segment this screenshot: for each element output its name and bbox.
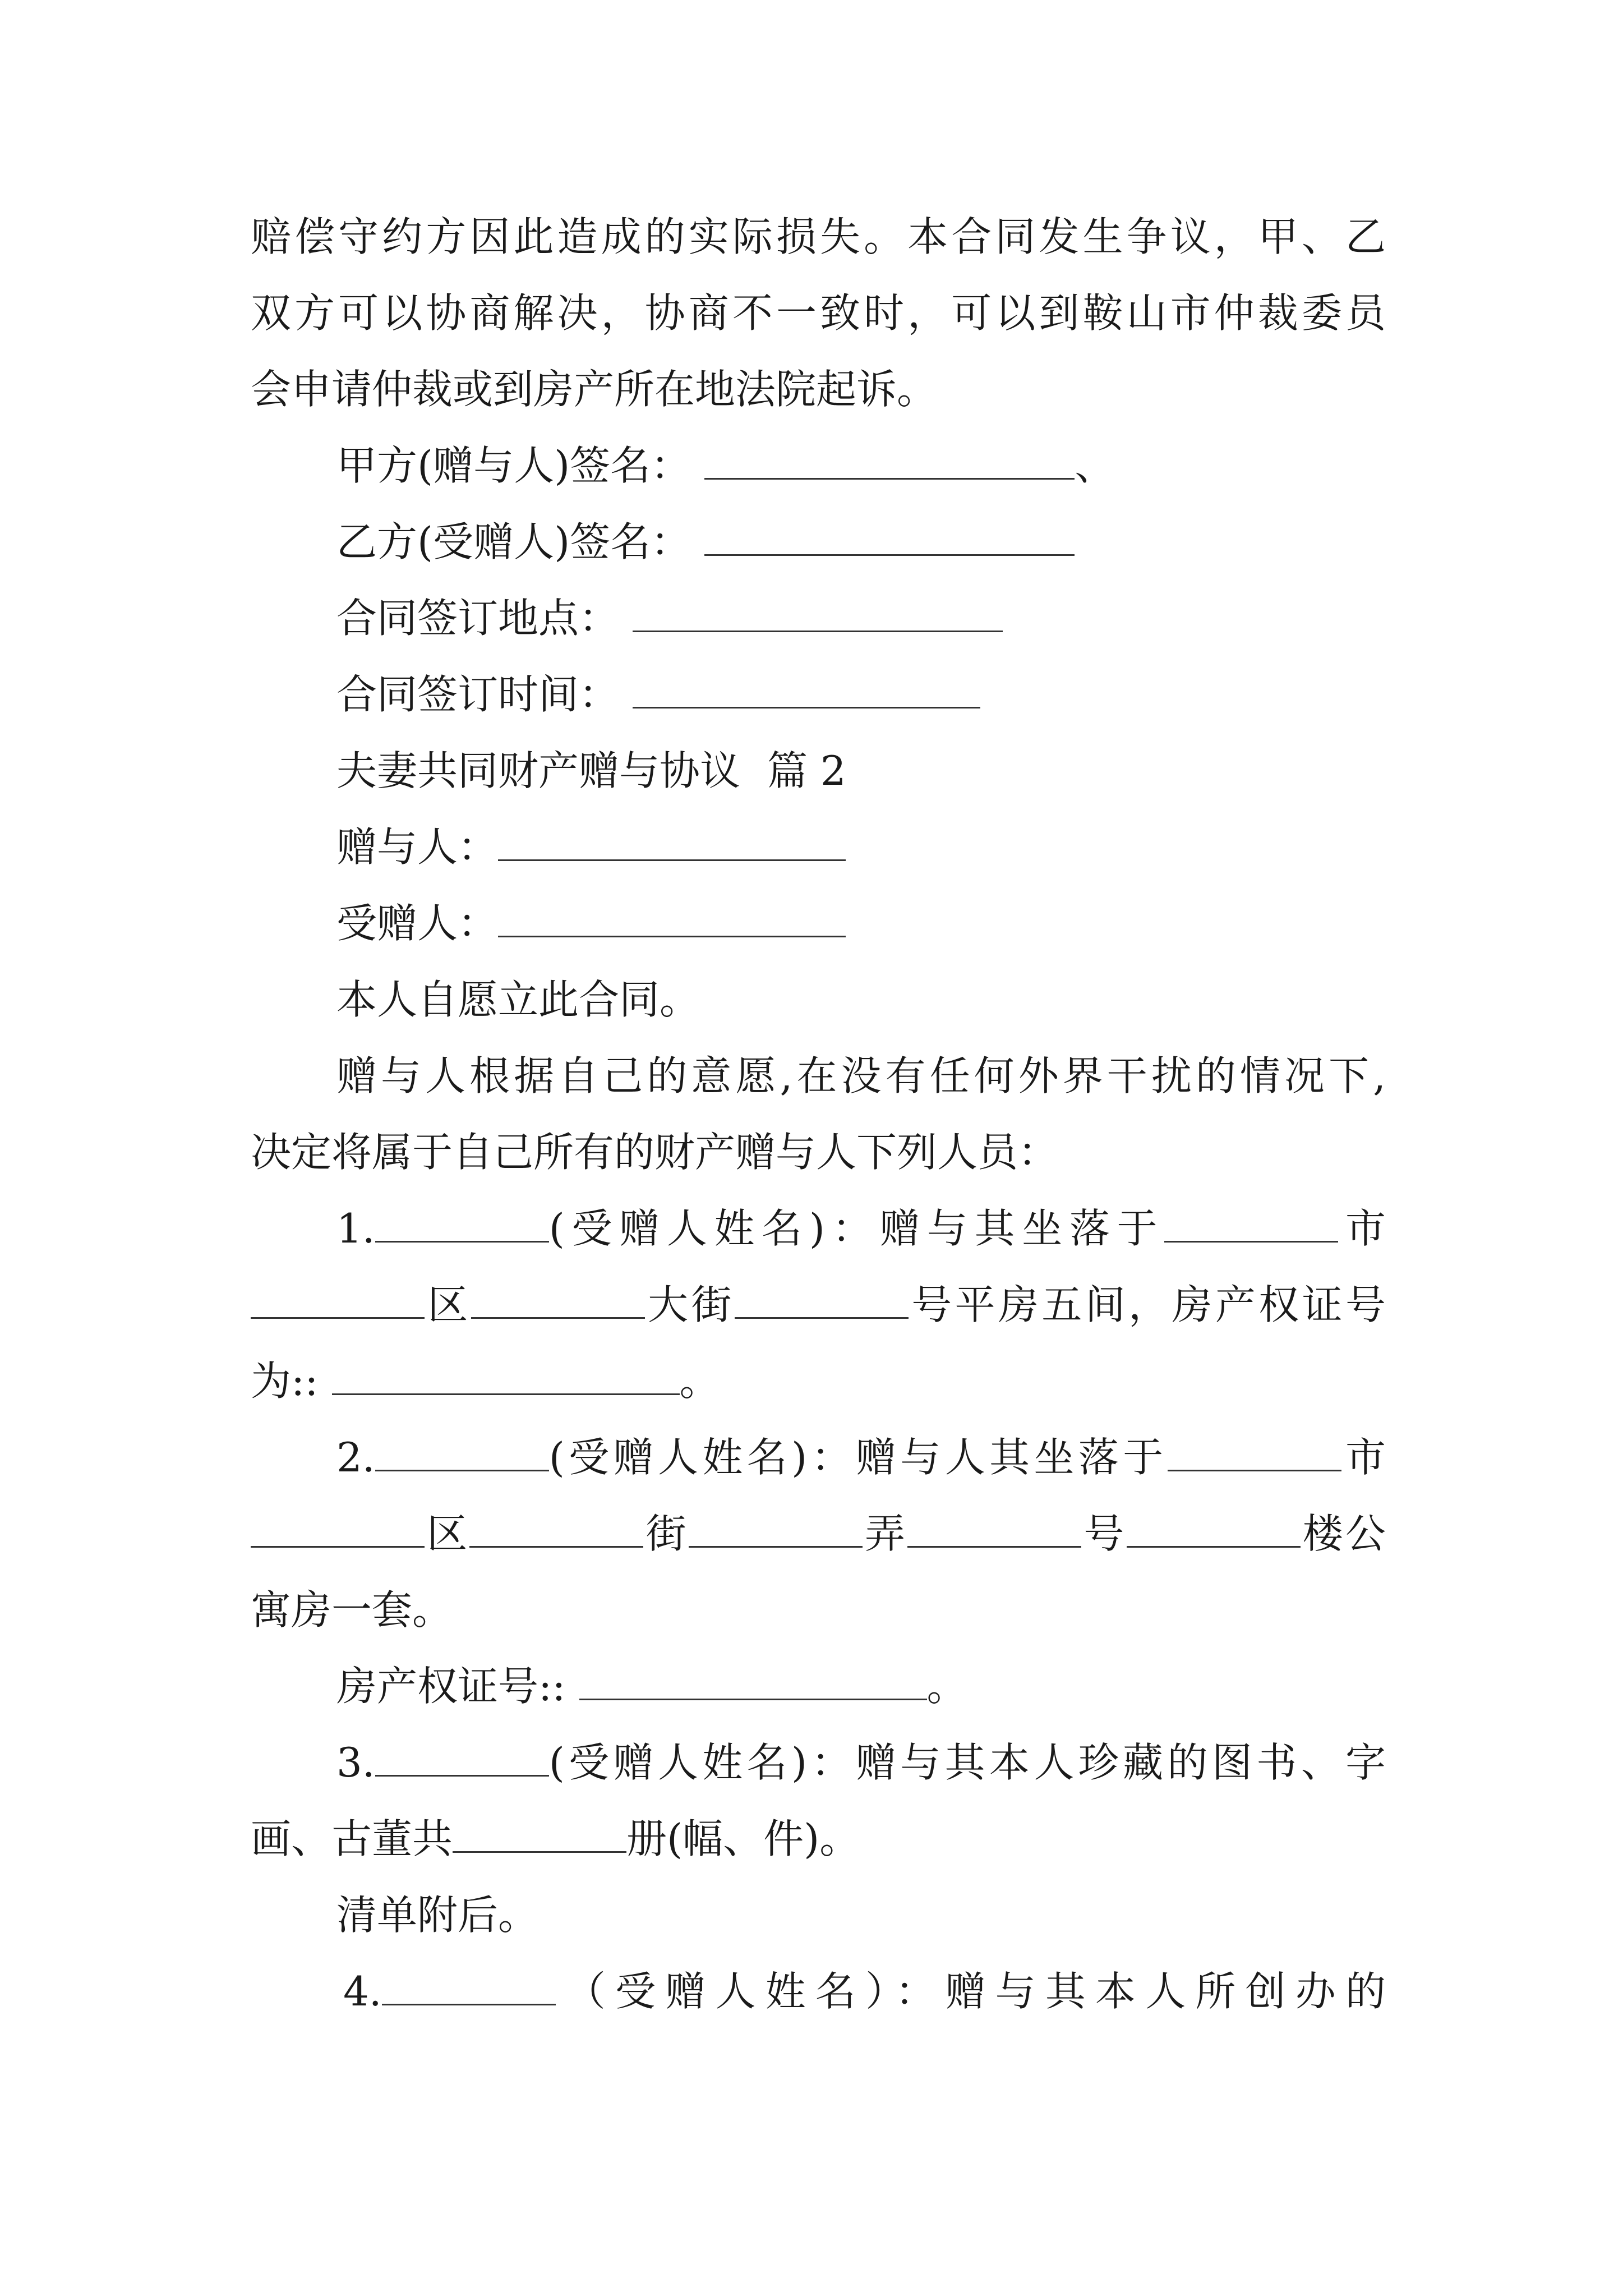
item-1-district-blank[interactable]	[251, 1281, 425, 1319]
item-4-name-blank[interactable]	[382, 1968, 556, 2005]
list-note-line: 清单附后。	[336, 1892, 539, 1939]
item-2-text: 楼公	[1300, 1510, 1386, 1557]
donor-blank[interactable]	[498, 823, 846, 861]
donee-label: 受赠人：	[336, 900, 499, 947]
item-1-line-2	[251, 1277, 1386, 1333]
item-2-text: 街	[643, 1510, 689, 1557]
donor-signature-suffix: 、	[1075, 442, 1115, 489]
signing-place-line	[336, 590, 1386, 646]
item-2-text: 号	[1081, 1510, 1127, 1557]
signing-time-line	[336, 666, 1386, 723]
item-3-count-blank[interactable]	[453, 1815, 626, 1853]
item-2-street-blank[interactable]	[469, 1510, 643, 1548]
item-4-number: 4.	[343, 1968, 382, 2015]
item-3-line-2	[251, 1811, 1386, 1867]
donee-blank[interactable]	[498, 900, 846, 937]
item-2-number: 2.	[336, 1434, 375, 1481]
item-1-text: 。	[679, 1358, 720, 1405]
item-2-lane-blank[interactable]	[689, 1510, 863, 1548]
item-2-city-blank[interactable]	[1168, 1434, 1341, 1471]
signing-place-label: 合同签订地点：	[336, 595, 620, 642]
item-2-cert-blank[interactable]	[579, 1663, 927, 1700]
item-1-text: 为::	[251, 1358, 319, 1405]
item-1-city-blank[interactable]	[1164, 1205, 1338, 1243]
donee-signature-blank[interactable]	[704, 518, 1075, 556]
item-2-line-1	[336, 1429, 1386, 1485]
item-1-text: 大街	[644, 1281, 735, 1328]
item-3-name-blank[interactable]	[375, 1739, 549, 1777]
item-3-text: 册(幅、件)。	[626, 1815, 860, 1862]
item-2-text: 弄	[862, 1510, 908, 1557]
item-4-text: （受赠人姓名）：赠与其本人所创办的	[555, 1968, 1386, 2015]
item-3-number: 3.	[336, 1739, 375, 1786]
item-2-line-3: 寓房一套。	[251, 1586, 453, 1634]
item-2-name-blank[interactable]	[375, 1434, 549, 1471]
item-2-district-blank[interactable]	[251, 1510, 425, 1548]
item-4-line-1	[343, 1963, 1386, 2019]
donor-signature-line	[336, 438, 1386, 494]
section-title-text: 夫妻共同财产赠与协议	[336, 747, 741, 794]
paragraph-line: 双方可以协商解决，协商不一致时，可以到鞍山市仲裁委员	[251, 289, 1386, 337]
donor-line	[336, 819, 1386, 875]
donor-label: 赠与人：	[336, 823, 499, 871]
item-1-street-blank[interactable]	[471, 1281, 645, 1319]
item-1-text: 市	[1338, 1205, 1386, 1252]
item-2-cert-label: 房产权证号::	[336, 1663, 566, 1710]
item-3-text: 画、古董共	[251, 1815, 453, 1862]
item-1-line-1	[336, 1200, 1386, 1257]
donee-signature-line	[336, 514, 1386, 570]
item-1-cert-blank[interactable]	[332, 1358, 680, 1395]
item-1-number-blank[interactable]	[735, 1281, 909, 1319]
item-2-cert-line	[336, 1658, 1386, 1714]
item-2-text: 区	[425, 1510, 470, 1557]
paragraph-line: 赔偿守约方因此造成的实际损失。本合同发生争议，甲、乙	[251, 213, 1386, 260]
section-part-label: 篇 2	[767, 747, 846, 794]
intro-line: 决定将属于自己所有的财产赠与人下列人员：	[251, 1129, 1059, 1176]
item-3-text: (受赠人姓名)：赠与其本人珍藏的图书、字	[548, 1739, 1386, 1786]
item-1-number: 1.	[336, 1205, 375, 1252]
donee-signature-label: 乙方(受赠人)签名：	[336, 518, 691, 565]
donor-signature-blank[interactable]	[704, 442, 1075, 480]
item-2-text: (受赠人姓名)：赠与人其坐落于	[548, 1434, 1168, 1481]
item-2-house-blank[interactable]	[907, 1510, 1081, 1548]
signing-time-blank[interactable]	[633, 671, 980, 708]
item-3-line-1	[336, 1734, 1386, 1791]
paragraph-line: 会申请仲裁或到房产所在地法院起诉。	[251, 366, 938, 413]
item-1-line-3	[251, 1353, 1386, 1409]
donee-line	[336, 895, 1386, 951]
item-2-text: 。	[926, 1663, 967, 1710]
item-2-text: 市	[1341, 1434, 1386, 1481]
item-1-text: (受赠人姓名)：赠与其坐落于	[548, 1205, 1165, 1252]
statement-line: 本人自愿立此合同。	[336, 976, 700, 1023]
item-1-text: 号平房五间，房产权证号	[908, 1281, 1386, 1328]
item-2-line-2	[251, 1506, 1386, 1562]
intro-line: 赠与人根据自己的意愿,在没有任何外界干扰的情况下,	[336, 1052, 1386, 1099]
section-title	[336, 743, 1386, 799]
signing-time-label: 合同签订时间：	[336, 671, 620, 718]
donor-signature-label: 甲方(赠与人)签名：	[336, 442, 691, 489]
item-2-building-blank[interactable]	[1127, 1510, 1301, 1548]
item-1-text: 区	[425, 1281, 471, 1328]
signing-place-blank[interactable]	[633, 595, 1003, 632]
item-1-name-blank[interactable]	[375, 1205, 549, 1243]
